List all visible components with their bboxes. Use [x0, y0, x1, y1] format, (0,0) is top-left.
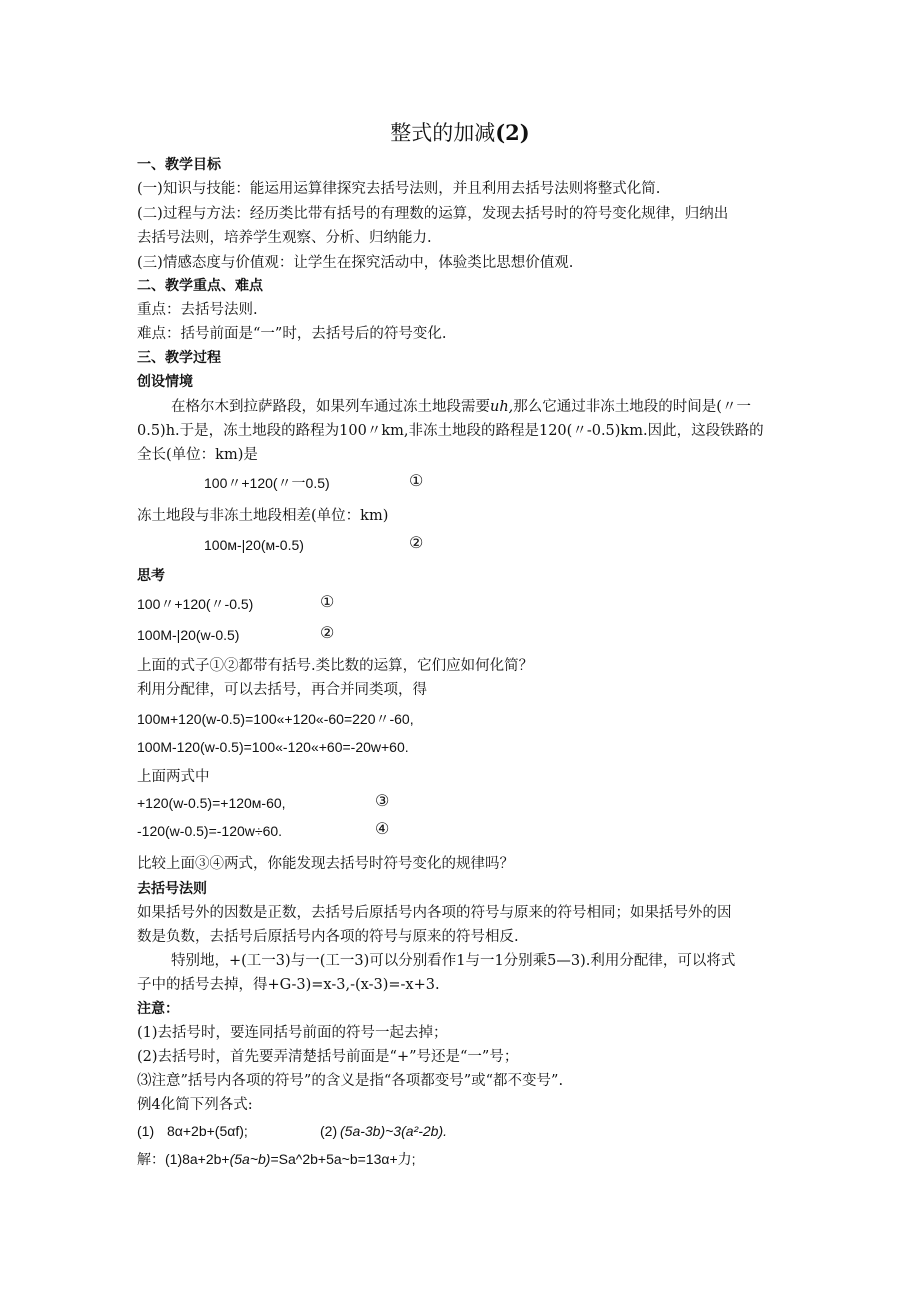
think-equation-1-tag: ①: [320, 592, 335, 611]
think-equation-2: 100M-|20(w-0.5): [137, 627, 240, 643]
rule-line1: 如果括号外的因数是正数，去括号后原括号内各项的符号与原来的符号相同；如果括号外的因: [137, 905, 732, 921]
example-1-label: (1): [137, 1123, 155, 1139]
special-case-line1: 特别地，+(工一3)与一(工一3)可以分别看作1与一1分别乘5—3).利用分配律，可以将式: [171, 953, 736, 969]
goal-knowledge: (一)知识与技能：能运用运算律探究去括号法则，并且利用去括号法则将整式化简.: [137, 181, 661, 197]
think-equation-1: 100〃+120(〃-0.5): [137, 596, 254, 612]
think-equation-2-tag: ②: [320, 623, 335, 642]
distributive-text: 利用分配律，可以去括号，再合并同类项，得: [137, 682, 427, 698]
equation-4-tag: ④: [375, 819, 390, 838]
key-point: 重点：去括号法则.: [137, 302, 258, 318]
special-case-line2: 子中的括号去掉，得+G-3)=x-3,-(x-3)=-x+3.: [137, 977, 440, 993]
note-1: (1)去括号时，要连同括号前面的符号一起去掉；: [137, 1025, 448, 1041]
compare-question: 比较上面③④两式，你能发现去括号时符号变化的规律吗？: [137, 856, 514, 872]
example-2: (5a-3b)~3(a²-2b).: [340, 1123, 447, 1139]
difficult-point: 难点：括号前面是“一”时，去括号后的符号变化.: [137, 326, 447, 342]
note-2: (2)去括号时，首先要弄清楚括号前面是“+”号还是“一”号；: [137, 1049, 519, 1065]
goal-process-line1: (二)过程与方法：经历类比带有括号的有理数的运算，发现去括号时的符号变化规律，归纳出: [137, 206, 729, 222]
equation-2: 100м-|20(м-0.5): [204, 537, 304, 553]
subheading-think: 思考: [137, 568, 165, 584]
scenario-paragraph-line2: 0.5)h.于是，冻土地段的路程为100〃km,非冻土地段的路程是120(〃-0.5)km.因此，这段铁路的: [137, 423, 764, 439]
solution-line: 解：(1)8a+2b+(5a~b)=Sa^2b+5a~b=13α+力;: [137, 1151, 416, 1167]
scenario-paragraph-line1: 在格尔木到拉萨路段，如果列车通过冻土地段需要uh,那么它通过非冻土地段的时间是(〃一: [171, 399, 751, 415]
subheading-scenario: 创设情境: [137, 374, 193, 390]
goal-process-line2: 去括号法则，培养学生观察、分析、归纳能力.: [137, 230, 432, 246]
equation-1-tag: ①: [409, 471, 424, 490]
section-heading-keypoints: 二、教学重点、难点: [137, 278, 263, 294]
equation-2-tag: ②: [409, 533, 424, 552]
equation-3-tag: ③: [375, 791, 390, 810]
example-heading: 例4化简下列各式:: [137, 1097, 253, 1113]
equation-3: +120(w-0.5)=+120м-60,: [137, 795, 286, 811]
equation-4: -120(w-0.5)=-120w÷60.: [137, 823, 283, 839]
note-heading: 注意：: [137, 1001, 179, 1017]
section-heading-process: 三、教学过程: [137, 350, 221, 366]
example-2-label: (2): [320, 1123, 338, 1139]
question-simplify: 上面的式子①②都带有括号.类比数的运算，它们应如何化简？: [137, 658, 534, 674]
rule-line2: 数是负数，去括号后原括号内各项的符号与原来的符号相反.: [137, 929, 519, 945]
equation-1: 100〃+120(〃一0.5): [204, 475, 330, 491]
example-1: 8α+2b+(5αf);: [167, 1123, 248, 1139]
two-equations-text: 上面两式中: [137, 769, 210, 785]
goal-attitude: (三)情感态度与价值观：让学生在探究活动中，体验类比思想价值观.: [137, 255, 574, 271]
section-heading-goals: 一、教学目标: [137, 157, 221, 173]
note-3: ⑶注意”括号内各项的符号”的含义是指“各项都变号”或“都不变号”.: [137, 1073, 564, 1089]
result-equation-1: 100м+120(w-0.5)=100«+120«-60=220〃-60,: [137, 711, 414, 727]
scenario-paragraph-line3: 全长(单位：km)是: [137, 447, 258, 463]
result-equation-2: 100M-120(w-0.5)=100«-120«+60=-20w+60.: [137, 739, 409, 755]
difference-text: 冻土地段与非冻土地段相差(单位：km): [137, 508, 389, 524]
page-title: 整式的加减(2): [390, 120, 530, 145]
subheading-rule: 去括号法则: [137, 881, 207, 897]
